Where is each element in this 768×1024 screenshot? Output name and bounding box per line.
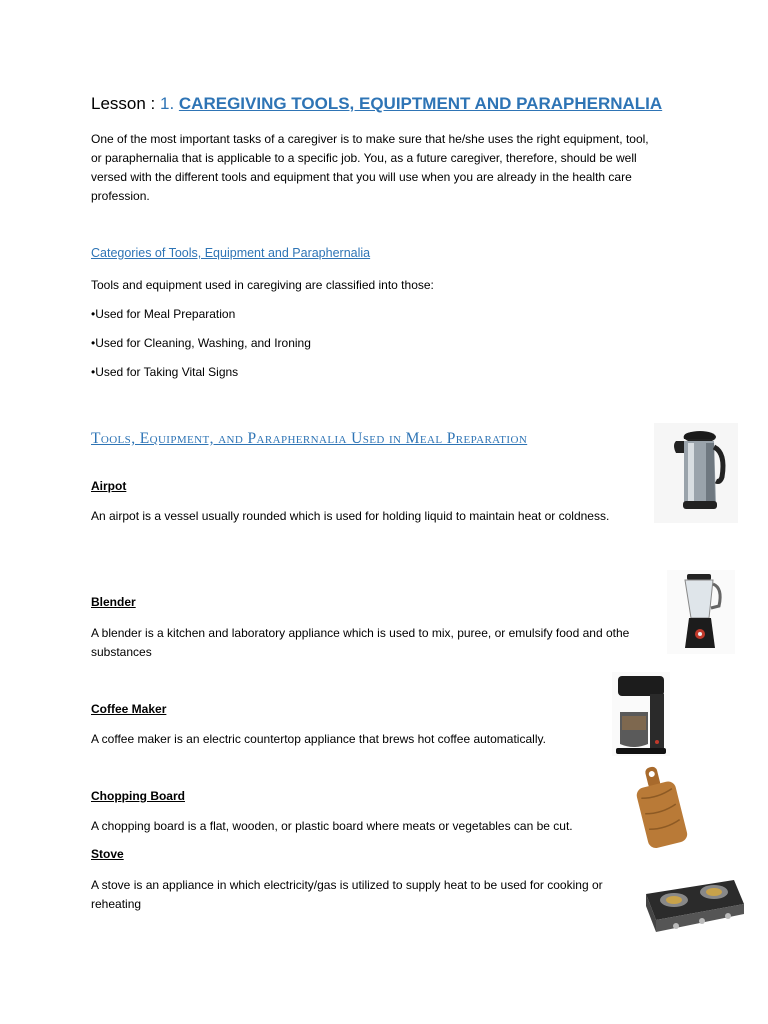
lesson-number: 1.: [160, 94, 179, 113]
item-title-stove: Stove: [91, 847, 124, 861]
airpot-icon: [654, 423, 738, 523]
item-title-coffee-maker: Coffee Maker: [91, 702, 167, 716]
item-title-blender: Blender: [91, 595, 136, 609]
item-description-coffee-maker: A coffee maker is an electric countertop appliance that brews hot coffee automatically.: [91, 732, 546, 746]
item-description-airpot: An airpot is a vessel usually rounded which is used for holding liquid to maintain heat or coldness.: [91, 509, 610, 523]
chopping-board-icon: [630, 764, 690, 850]
categories-heading[interactable]: Categories of Tools, Equipment and Paraphernalia: [91, 246, 371, 260]
lesson-prefix: Lesson :: [91, 94, 160, 113]
stove-icon: [640, 858, 748, 950]
intro-paragraph: One of the most important tasks of a caregiver is to make sure that he/she uses the right equipment, tool, or paraphernalia that is applicable to a specific job. You, as a future caregiver, therefore, should be well versed with the different tools and equipment that you will use when you are already in the health care profession.: [91, 132, 649, 203]
item-title-airpot: Airpot: [91, 479, 127, 493]
item-description-stove: A stove is an appliance in which electricity/gas is utilized to supply heat to be used for cooking or reheating: [91, 878, 603, 911]
blender-icon: [667, 570, 735, 654]
item-description-chopping-board: A chopping board is a flat, wooden, or plastic board where meats or vegetables can be cut.: [91, 819, 573, 833]
item-title-chopping-board: Chopping Board: [91, 789, 185, 803]
coffee-maker-icon: [612, 672, 670, 756]
category-item: •Used for Cleaning, Washing, and Ironing: [91, 336, 311, 350]
categories-lead: Tools and equipment used in caregiving are classified into those:: [91, 278, 434, 292]
category-item: •Used for Meal Preparation: [91, 307, 236, 321]
category-item: •Used for Taking Vital Signs: [91, 365, 239, 379]
lesson-title-link[interactable]: CAREGIVING TOOLS, EQUIPTMENT AND PARAPHERNALIA: [178, 94, 663, 113]
section-heading[interactable]: Tools, Equipment, and Paraphernalia Used in Meal Preparation: [91, 430, 528, 447]
lesson-title: [91, 94, 662, 114]
item-description-blender: A blender is a kitchen and laboratory appliance which is used to mix, puree, or emulsify food and othe substances: [91, 626, 630, 659]
